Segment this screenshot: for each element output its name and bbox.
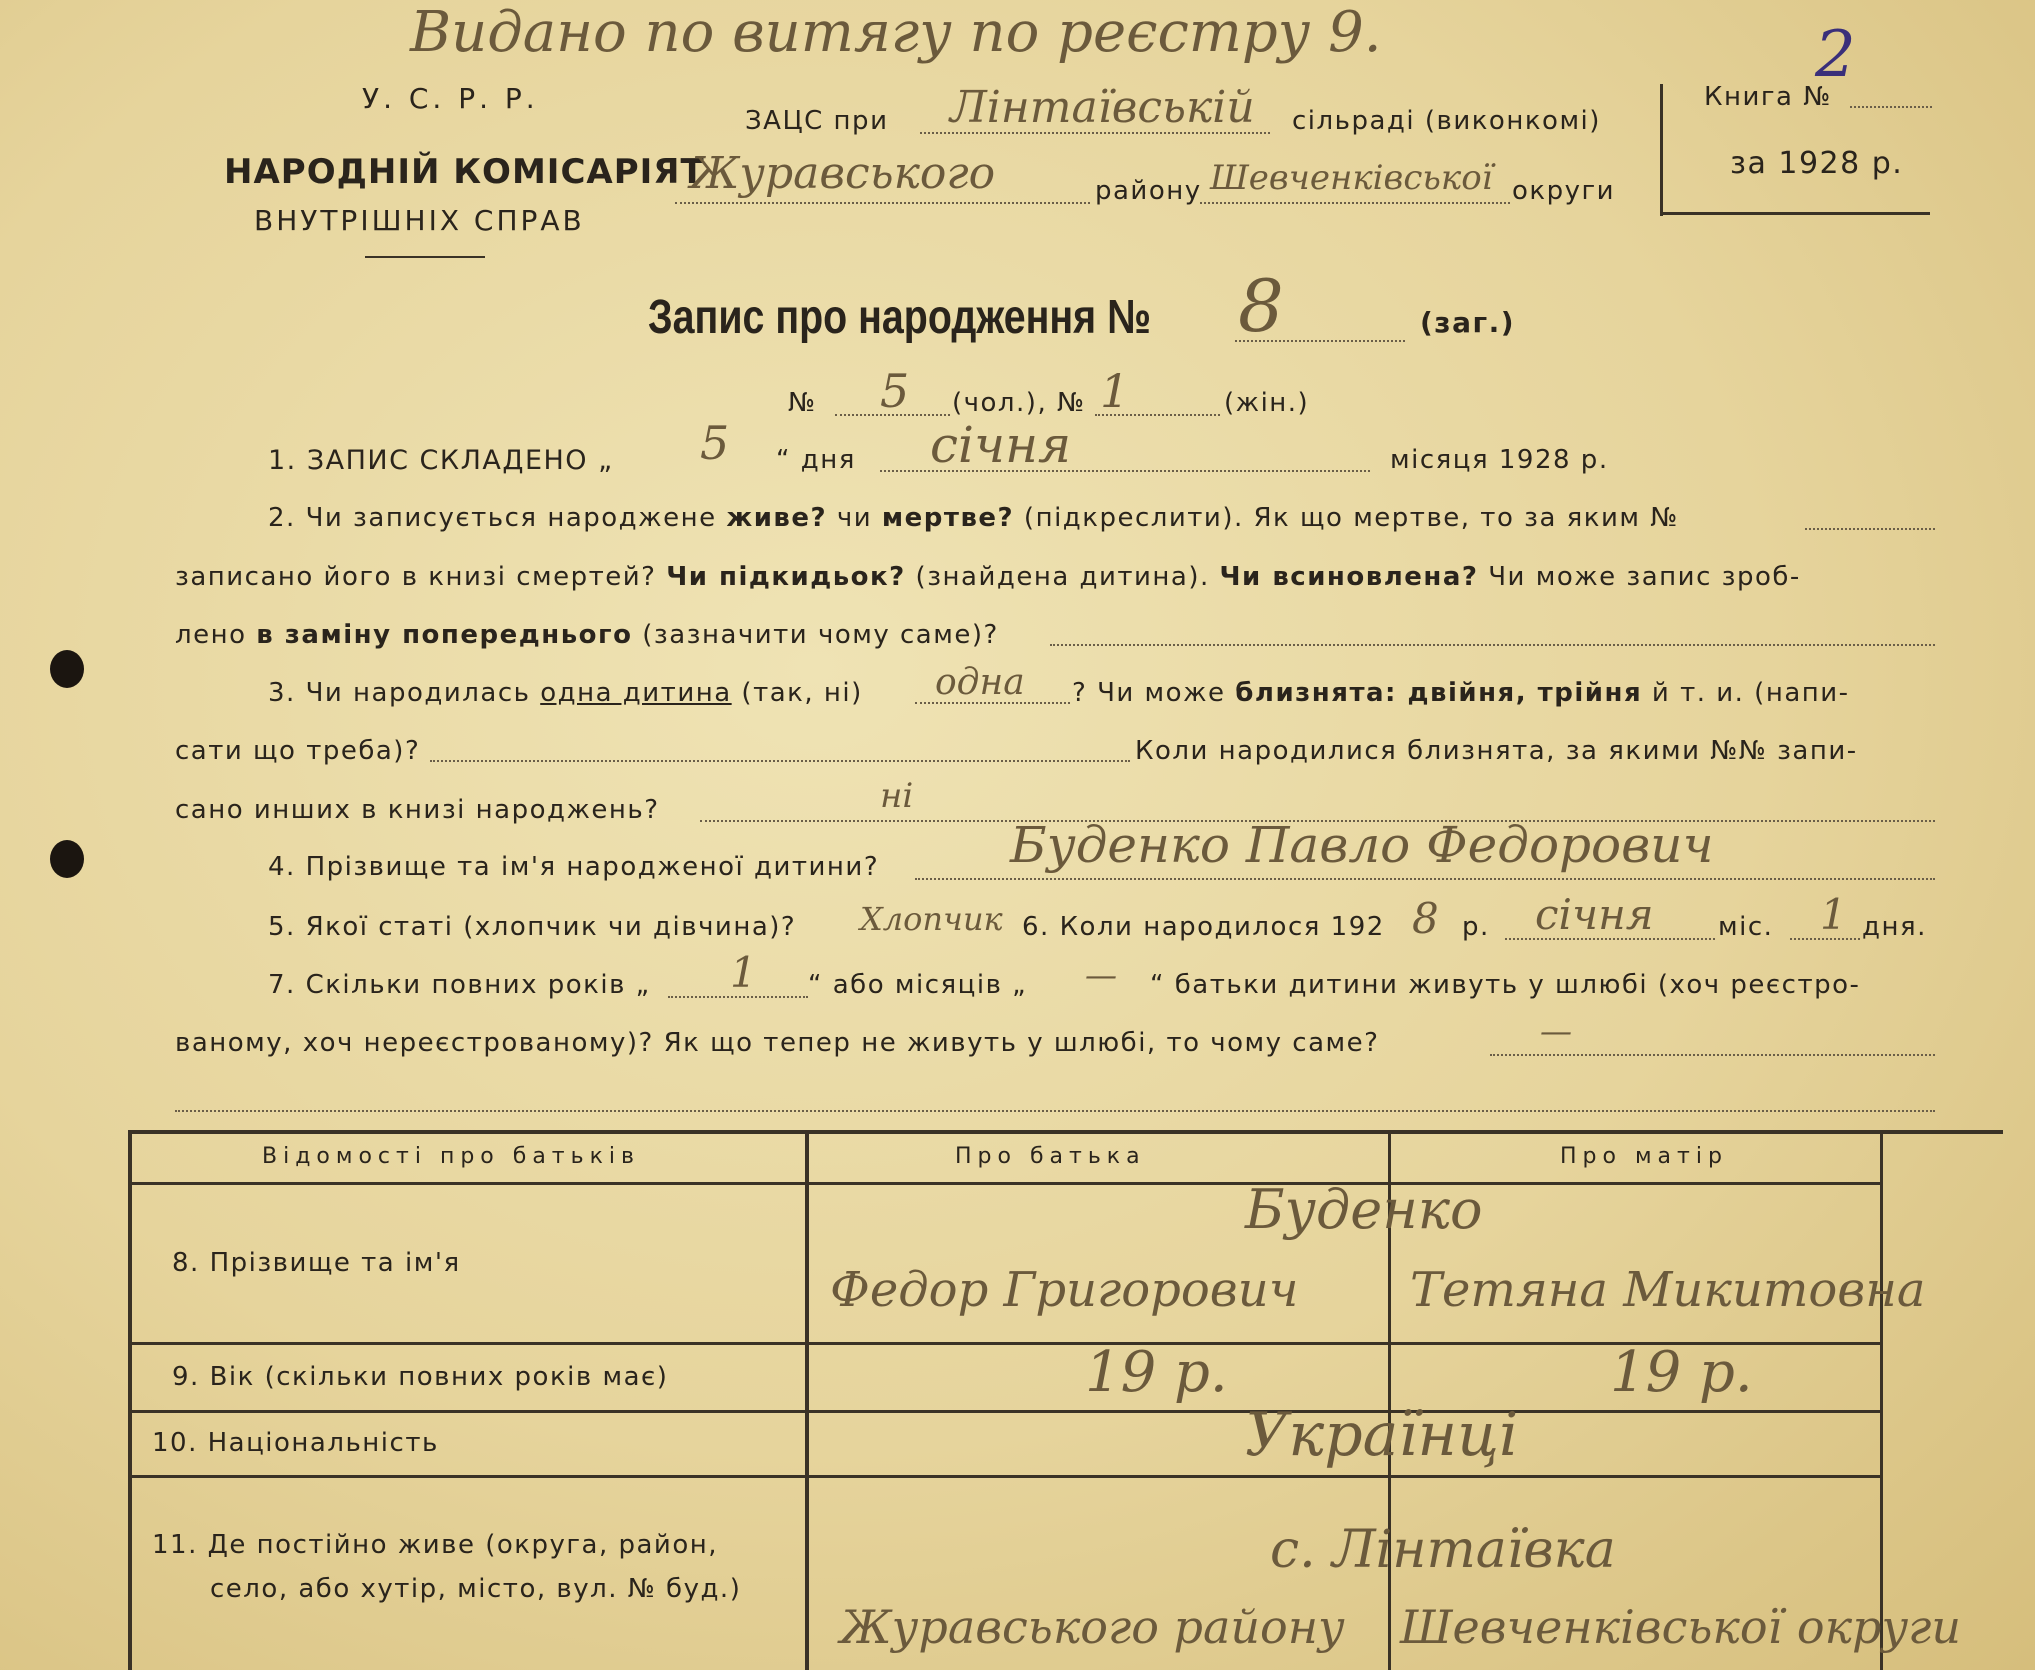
punch-hole — [50, 840, 84, 878]
q6-day-tail: дня. — [1862, 912, 1927, 942]
q5-handwritten: Хлопчик — [860, 900, 1003, 938]
q2-l3a: лено — [175, 620, 247, 650]
table-col1-rule — [805, 1130, 809, 1670]
record-suffix: (заг.) — [1420, 306, 1516, 339]
header-underline — [365, 256, 485, 258]
record-number-dots — [1235, 340, 1405, 342]
q2-line3 — [175, 620, 999, 650]
table-header-father: Про батька — [955, 1144, 1146, 1169]
q2-line1 — [268, 503, 1679, 533]
council-handwritten: Лінтаївській — [950, 82, 1255, 133]
q6-year-handwritten: 8 — [1412, 894, 1439, 943]
q2-l3c: (зазначити чому саме)? — [642, 620, 999, 650]
row9-father-handwritten: 19 р. — [1085, 1340, 1228, 1405]
table-header-parents: Відомості про батьків — [262, 1144, 640, 1169]
q2-l1: 2. Чи записується народжене — [268, 503, 717, 533]
q6-day-dots — [1790, 938, 1860, 940]
q3-l1a: 3. Чи народилась — [268, 678, 531, 708]
q2-dots3 — [1050, 644, 1935, 646]
q4-handwritten: Буденко Павло Федорович — [1010, 816, 1714, 874]
top-annotation — [410, 0, 1382, 65]
q2-alive: живе? — [726, 503, 828, 533]
okrug-dots — [1200, 202, 1510, 204]
row11-handwritten-1: с. Лінтаївка — [1270, 1520, 1616, 1580]
top-annotation-num: 9. — [1328, 0, 1382, 65]
row11-handwritten-2: Журавського району — [840, 1600, 1345, 1654]
row11-handwritten-3: Шевченківської округи — [1400, 1600, 1962, 1654]
q7-years-dots — [668, 996, 808, 998]
q6-text: 6. Коли народилося 192 — [1022, 912, 1385, 942]
table-header-mother: Про матір — [1560, 1144, 1728, 1169]
q6-month-handwritten: січня — [1535, 890, 1654, 939]
q1-tail: місяця 1928 р. — [1390, 445, 1609, 475]
top-annotation-text: Видано по витягу по реєстру — [410, 0, 1311, 65]
zacs-prefix: ЗАЦС при — [745, 106, 889, 136]
q2-line2 — [175, 562, 1801, 592]
q2-or: чи — [836, 503, 873, 533]
q7-dots3 — [175, 1110, 1935, 1112]
book-label: Книга № — [1704, 82, 1832, 112]
row10-label: 10. Національність — [152, 1428, 439, 1458]
okrug-handwritten: Шевченківської — [1210, 158, 1493, 198]
q6-day-handwritten: 1 — [1820, 890, 1847, 939]
row8-surname-handwritten: Буденко — [1245, 1178, 1483, 1241]
q1-text: 1. ЗАПИС СКЛАДЕНО „ — [268, 445, 614, 476]
subnum-no: № — [788, 388, 817, 418]
book-number-handwritten: 2 — [1815, 18, 1856, 92]
q2-l2a: записано його в книзі смертей? — [175, 562, 657, 592]
q2-l2c: (знайдена дитина). — [915, 562, 1210, 592]
subnum-female-label: (жін.) — [1224, 388, 1310, 418]
q3-l1f: й т. и. (напи- — [1651, 678, 1850, 708]
q7-years-handwritten: 1 — [730, 948, 757, 997]
q7-months-handwritten: — — [1085, 956, 1117, 994]
table-left-rule — [128, 1130, 132, 1670]
q3-handwritten: одна — [935, 662, 1025, 703]
header-ministry-sub: ВНУТРІШНІХ СПРАВ — [254, 204, 585, 237]
header-ministry: НАРОДНІЙ КОМІСАРІЯТ — [224, 152, 705, 192]
header-country: У. С. Р. Р. — [362, 82, 539, 115]
okrug-label: округи — [1512, 176, 1616, 206]
district-handwritten: Журавського — [690, 148, 996, 199]
q3-l1b: одна дитина — [540, 678, 732, 708]
q3-line1-rest — [1072, 678, 1850, 708]
q1-day-handwritten: 5 — [700, 416, 730, 470]
row11-label-1: 11. Де постійно живе (округа, район, — [152, 1530, 719, 1560]
q4-text: 4. Прізвище та ім'я народженої дитини? — [268, 852, 880, 882]
q7-dots2 — [1490, 1054, 1935, 1056]
q7-l1b: “ або місяців „ — [808, 970, 1028, 1000]
table-top-rule — [128, 1130, 2003, 1134]
q3-l2a: сати що треба)? — [175, 736, 421, 766]
q3-l2b: Коли народилися близнята, за якими №№ запи- — [1135, 736, 1858, 766]
district-label: району — [1095, 176, 1202, 206]
q1-day-label: “ дня — [776, 445, 856, 475]
q2-l3b: в заміну попереднього — [256, 620, 633, 650]
row8-label: 8. Прізвище та ім'я — [172, 1248, 461, 1278]
table-row9-rule — [128, 1410, 1883, 1413]
subnum-male-label: (чол.), № — [952, 388, 1086, 418]
book-box-left — [1660, 84, 1663, 216]
q3-l1d: ? Чи може — [1072, 678, 1226, 708]
table-header-rule — [128, 1182, 1883, 1185]
table-right-rule — [1880, 1130, 1883, 1670]
subnum-male-handwritten: 5 — [880, 364, 910, 418]
q2-dots1 — [1805, 528, 1935, 530]
q3-l1e: близнята: двійня, трійня — [1235, 678, 1643, 708]
q2-l2d: Чи всиновлена? — [1219, 562, 1479, 592]
q2-l2e: Чи може запис зроб- — [1488, 562, 1801, 592]
q2-l1e: (підкреслити). Як що мертве, то за яким № — [1023, 503, 1679, 533]
book-dots — [1850, 106, 1932, 108]
q3-l3-handwritten: ні — [880, 776, 914, 816]
q3-dots1 — [915, 702, 1070, 704]
q2-l2b: Чи підкидьок? — [666, 562, 906, 592]
q5-text: 5. Якої статі (хлопчик чи дівчина)? — [268, 912, 797, 942]
q7-l2: ваному, хоч нереєстрованому)? Як що тепер не живуть у шлюбі, то чому саме? — [175, 1028, 1380, 1058]
q3-dots2 — [430, 760, 1130, 762]
row8-father-handwritten: Федор Григорович — [830, 1262, 1299, 1318]
council-label: сільраді (виконкомі) — [1292, 106, 1601, 136]
q7-l2-handwritten: — — [1540, 1012, 1572, 1050]
punch-hole — [50, 650, 84, 688]
row10-handwritten: Українці — [1245, 1400, 1519, 1470]
subnum-female-dots — [1095, 414, 1220, 416]
row8-mother-handwritten: Тетяна Микитовна — [1410, 1262, 1926, 1318]
q7-l1c: “ батьки дитини живуть у шлюбі (хоч реєстро- — [1150, 970, 1861, 1000]
book-box-bottom — [1660, 212, 1930, 215]
row9-mother-handwritten: 19 р. — [1610, 1340, 1753, 1405]
q3-line1 — [268, 678, 863, 708]
q2-dead: мертве? — [881, 503, 1015, 533]
record-title: Запис про народження № — [648, 291, 1151, 344]
q4-dots — [915, 878, 1935, 880]
district-dots — [675, 202, 1090, 204]
table-row10-rule — [128, 1475, 1883, 1478]
row9-label: 9. Вік (скільки повних років має) — [172, 1362, 669, 1392]
row11-label-2: село, або хутір, місто, вул. № буд.) — [210, 1574, 742, 1604]
q3-l3: сано инших в книзі народжень? — [175, 795, 660, 825]
q3-l1c: (так, ні) — [741, 678, 863, 708]
q7-l1a: 7. Скільки повних років „ — [268, 970, 651, 1000]
q6-year-tail: р. — [1462, 912, 1490, 942]
book-year: за 1928 р. — [1730, 146, 1904, 181]
q1-month-handwritten: січня — [930, 416, 1072, 474]
subnum-female-handwritten: 1 — [1100, 364, 1130, 418]
record-number-handwritten: 8 — [1238, 264, 1284, 348]
q6-mis: міс. — [1718, 912, 1774, 942]
